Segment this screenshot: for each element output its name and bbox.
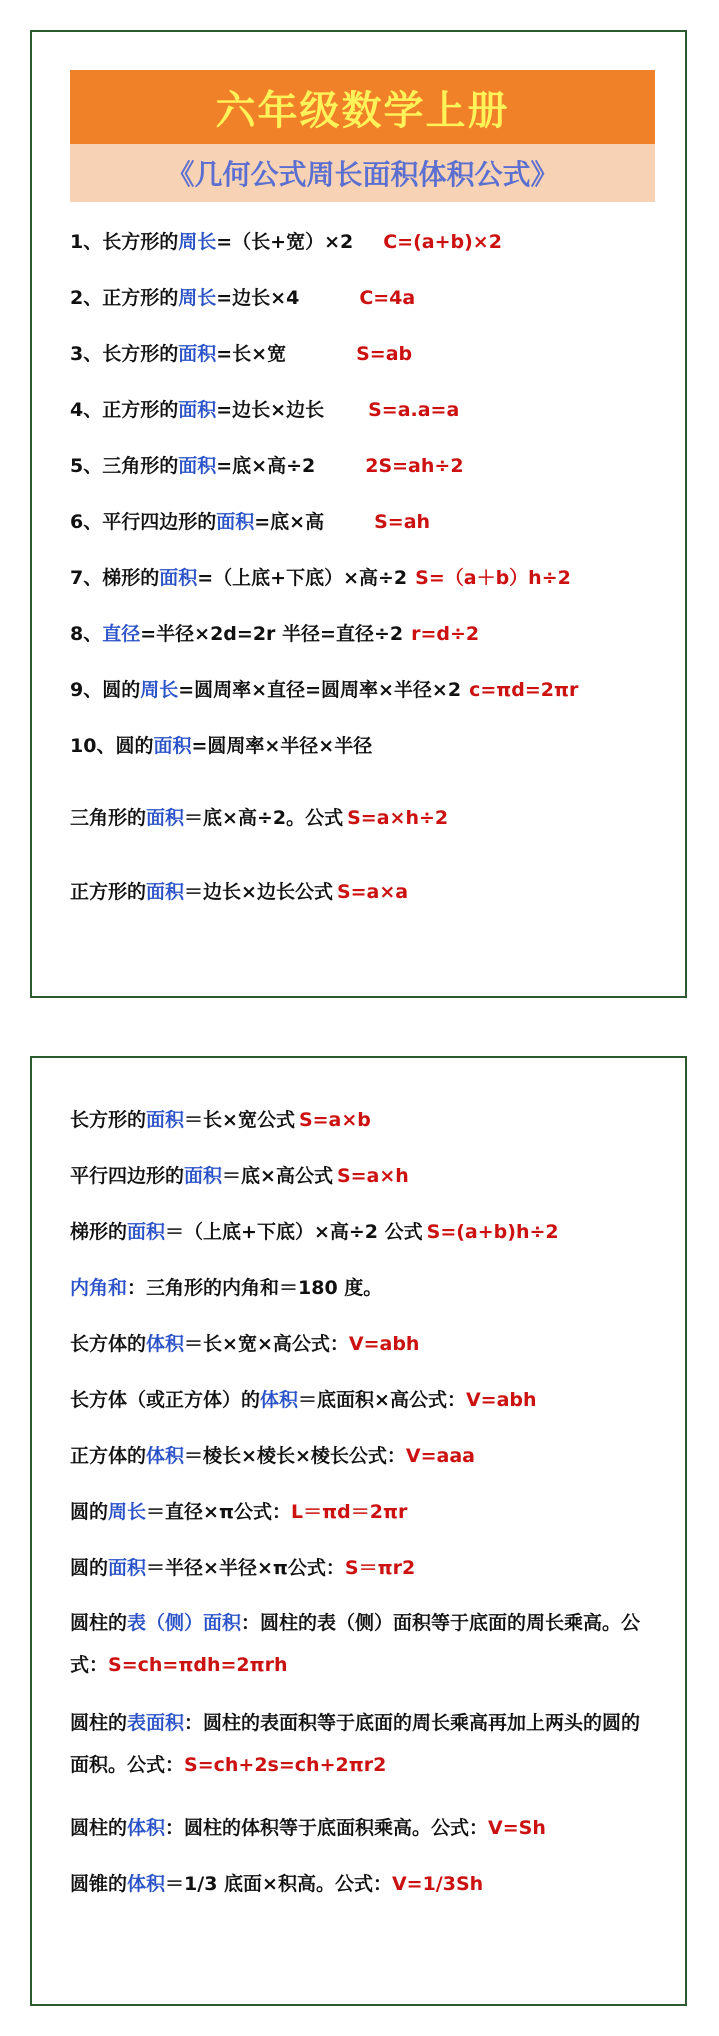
formula-line-1: 1、长方形的周长=（长+宽）×2 C=(a+b)×2 [70,231,502,253]
formula-line-12: 正方形的面积＝边长×边长公式 S=a×a [70,881,409,903]
formula-line-23: 圆柱的表面积：圆柱的表面积等于底面的周长乘高再加上两头的圆的面积。公式：S=ch+2s=ch+2πr2 [70,1712,641,1776]
formula-card-2 [30,1056,687,2006]
formula-line-13: 长方形的面积＝长×宽公式 S=a×b [70,1109,371,1131]
formula-line-16: 内角和：三角形的内角和＝180 度。 [70,1277,383,1299]
formula-line-25: 圆锥的体积＝1/3 底面×积高。公式：V=1/3Sh [70,1873,484,1895]
formula-line-9: 9、圆的周长=圆周率×直径=圆周率×半径×2 c=πd=2πr [70,679,579,701]
formula-line-7: 7、梯形的面积=（上底+下底）×高÷2 S=（a＋b）h÷2 [70,567,571,589]
formula-line-4: 4、正方形的面积=边长×边长 S=a.a=a [70,399,460,421]
formula-line-8: 8、直径=半径×2d=2r 半径=直径÷2 r=d÷2 [70,623,480,645]
formula-line-18: 长方体（或正方体）的体积＝底面积×高公式：V=abh [70,1389,537,1411]
formula-line-15: 梯形的面积＝（上底+下底）×高÷2 公式 S=(a+b)h÷2 [70,1221,559,1243]
formula-line-17: 长方体的体积＝长×宽×高公式：V=abh [70,1333,420,1355]
formula-line-3: 3、长方形的面积=长×宽 S=ab [70,343,413,365]
formula-line-6: 6、平行四边形的面积=底×高 S=ah [70,511,431,533]
formula-card-1 [30,30,687,998]
formula-line-5: 5、三角形的面积=底×高÷2 2S=ah÷2 [70,455,464,477]
page-title: 六年级数学上册 [70,70,655,144]
formula-line-19: 正方体的体积＝棱长×棱长×棱长公式：V=aaa [70,1445,475,1467]
formula-line-21: 圆的面积＝半径×半径×π公式：S＝πr2 [70,1557,416,1579]
formula-line-10: 10、圆的面积=圆周率×半径×半径 [70,735,373,757]
formula-line-22: 圆柱的表（侧）面积：圆柱的表（侧）面积等于底面的周长乘高。公式：S=ch=πdh=2πrh [70,1612,641,1676]
page-subtitle: 《几何公式周长面积体积公式》 [70,144,655,202]
formula-line-20: 圆的周长＝直径×π公式：L＝πd＝2πr [70,1501,408,1523]
formula-line-2: 2、正方形的周长=边长×4 C=4a [70,287,416,309]
formula-line-14: 平行四边形的面积＝底×高公式 S=a×h [70,1165,409,1187]
formula-line-11: 三角形的面积＝底×高÷2。公式 S=a×h÷2 [70,807,449,829]
formula-line-24: 圆柱的体积：圆柱的体积等于底面积乘高。公式：V=Sh [70,1817,546,1839]
